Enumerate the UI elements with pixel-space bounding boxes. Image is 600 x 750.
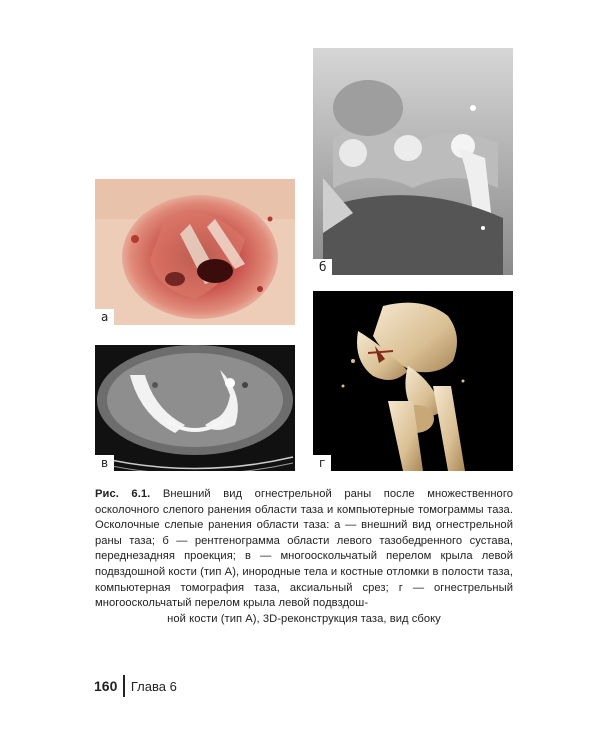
chapter-label: Глава 6 [130, 678, 177, 694]
page-footer [94, 675, 177, 697]
figure-caption [95, 487, 513, 627]
figure-panel-a [95, 179, 295, 325]
figure-panel-v [95, 345, 295, 471]
figure-panel-g [313, 291, 513, 471]
page-number: 160 [94, 678, 118, 694]
xray-image [313, 48, 513, 275]
wound-photo [95, 179, 295, 325]
figure-panel-b [313, 48, 513, 275]
panel-label-b: б [313, 259, 332, 275]
footer-divider [123, 675, 125, 697]
caption-text: Внешний вид огнестрельной раны после множественного осколочного слепого ранения области таза и компьютерные томограммы таза. Осколочные слепые ранения области таза: а — внешний вид огнестрельной раны таза; б — рентгенограмма области левого тазобедренного сустава, переднезадняя проекция; в — многооскольчатый перелом крыла левой подвздошной кости (тип А), инородные тела и костные отломки в полости таза, компьютерная томография таза, аксиальный срез; г — огнестрельный многооскольчатый перелом крыла левой подвздош- [95, 488, 513, 610]
ct-3d-reconstruction [313, 291, 513, 471]
figure-number: Рис. 6.1. [95, 488, 151, 500]
ct-axial-image [95, 345, 295, 471]
panel-label-v: в [95, 455, 114, 471]
caption-last-line: ной кости (тип А), 3D-реконструкция таза, вид сбоку [167, 612, 441, 625]
panel-label-g: г [313, 455, 331, 471]
panel-label-a: а [95, 309, 114, 325]
